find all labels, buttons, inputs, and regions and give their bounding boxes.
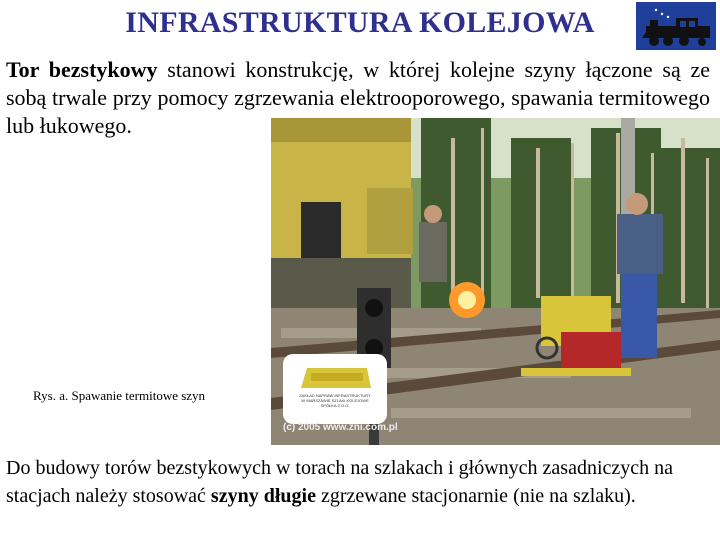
slide-title: INFRASTRUKTURA KOLEJOWA [125, 6, 595, 39]
term-bezstykowy: Tor bezstykowy [6, 57, 158, 82]
sign-line: SPÓŁKA Z O.O. [320, 403, 350, 408]
sign-line: ZAKŁAD NAPRAW INFRASTRUKTURY [299, 393, 371, 398]
para2-after: zgrzewane stacjonarnie (nie na szlaku). [315, 485, 636, 507]
thermite-welding-photo [271, 118, 720, 445]
photo-watermark: (c) 2005 www.zni.com.pl [283, 422, 398, 433]
para2-before: Do budowy torów bezstykowych w torach na szlakach i głównych zasadniczych na stacjach należy stosować [6, 457, 674, 507]
long-rails-paragraph [6, 454, 706, 510]
sign-text [287, 393, 383, 408]
definition-text: stanowi konstrukcję, w której kolejne szyny łączone są ze sobą trwale przy pomocy zgrzewania elektrooporowego, spawania termitowego lub łukowego. [6, 57, 711, 138]
sign-line: W WARSZAWIE SZLAKI KOLEJOWE [301, 398, 369, 403]
term-szyny-dlugie: szyny długie [210, 485, 316, 507]
steam-locomotive-icon [636, 2, 716, 50]
photo-caption: Rys. a. Spawanie termitowe szyn [33, 388, 206, 403]
